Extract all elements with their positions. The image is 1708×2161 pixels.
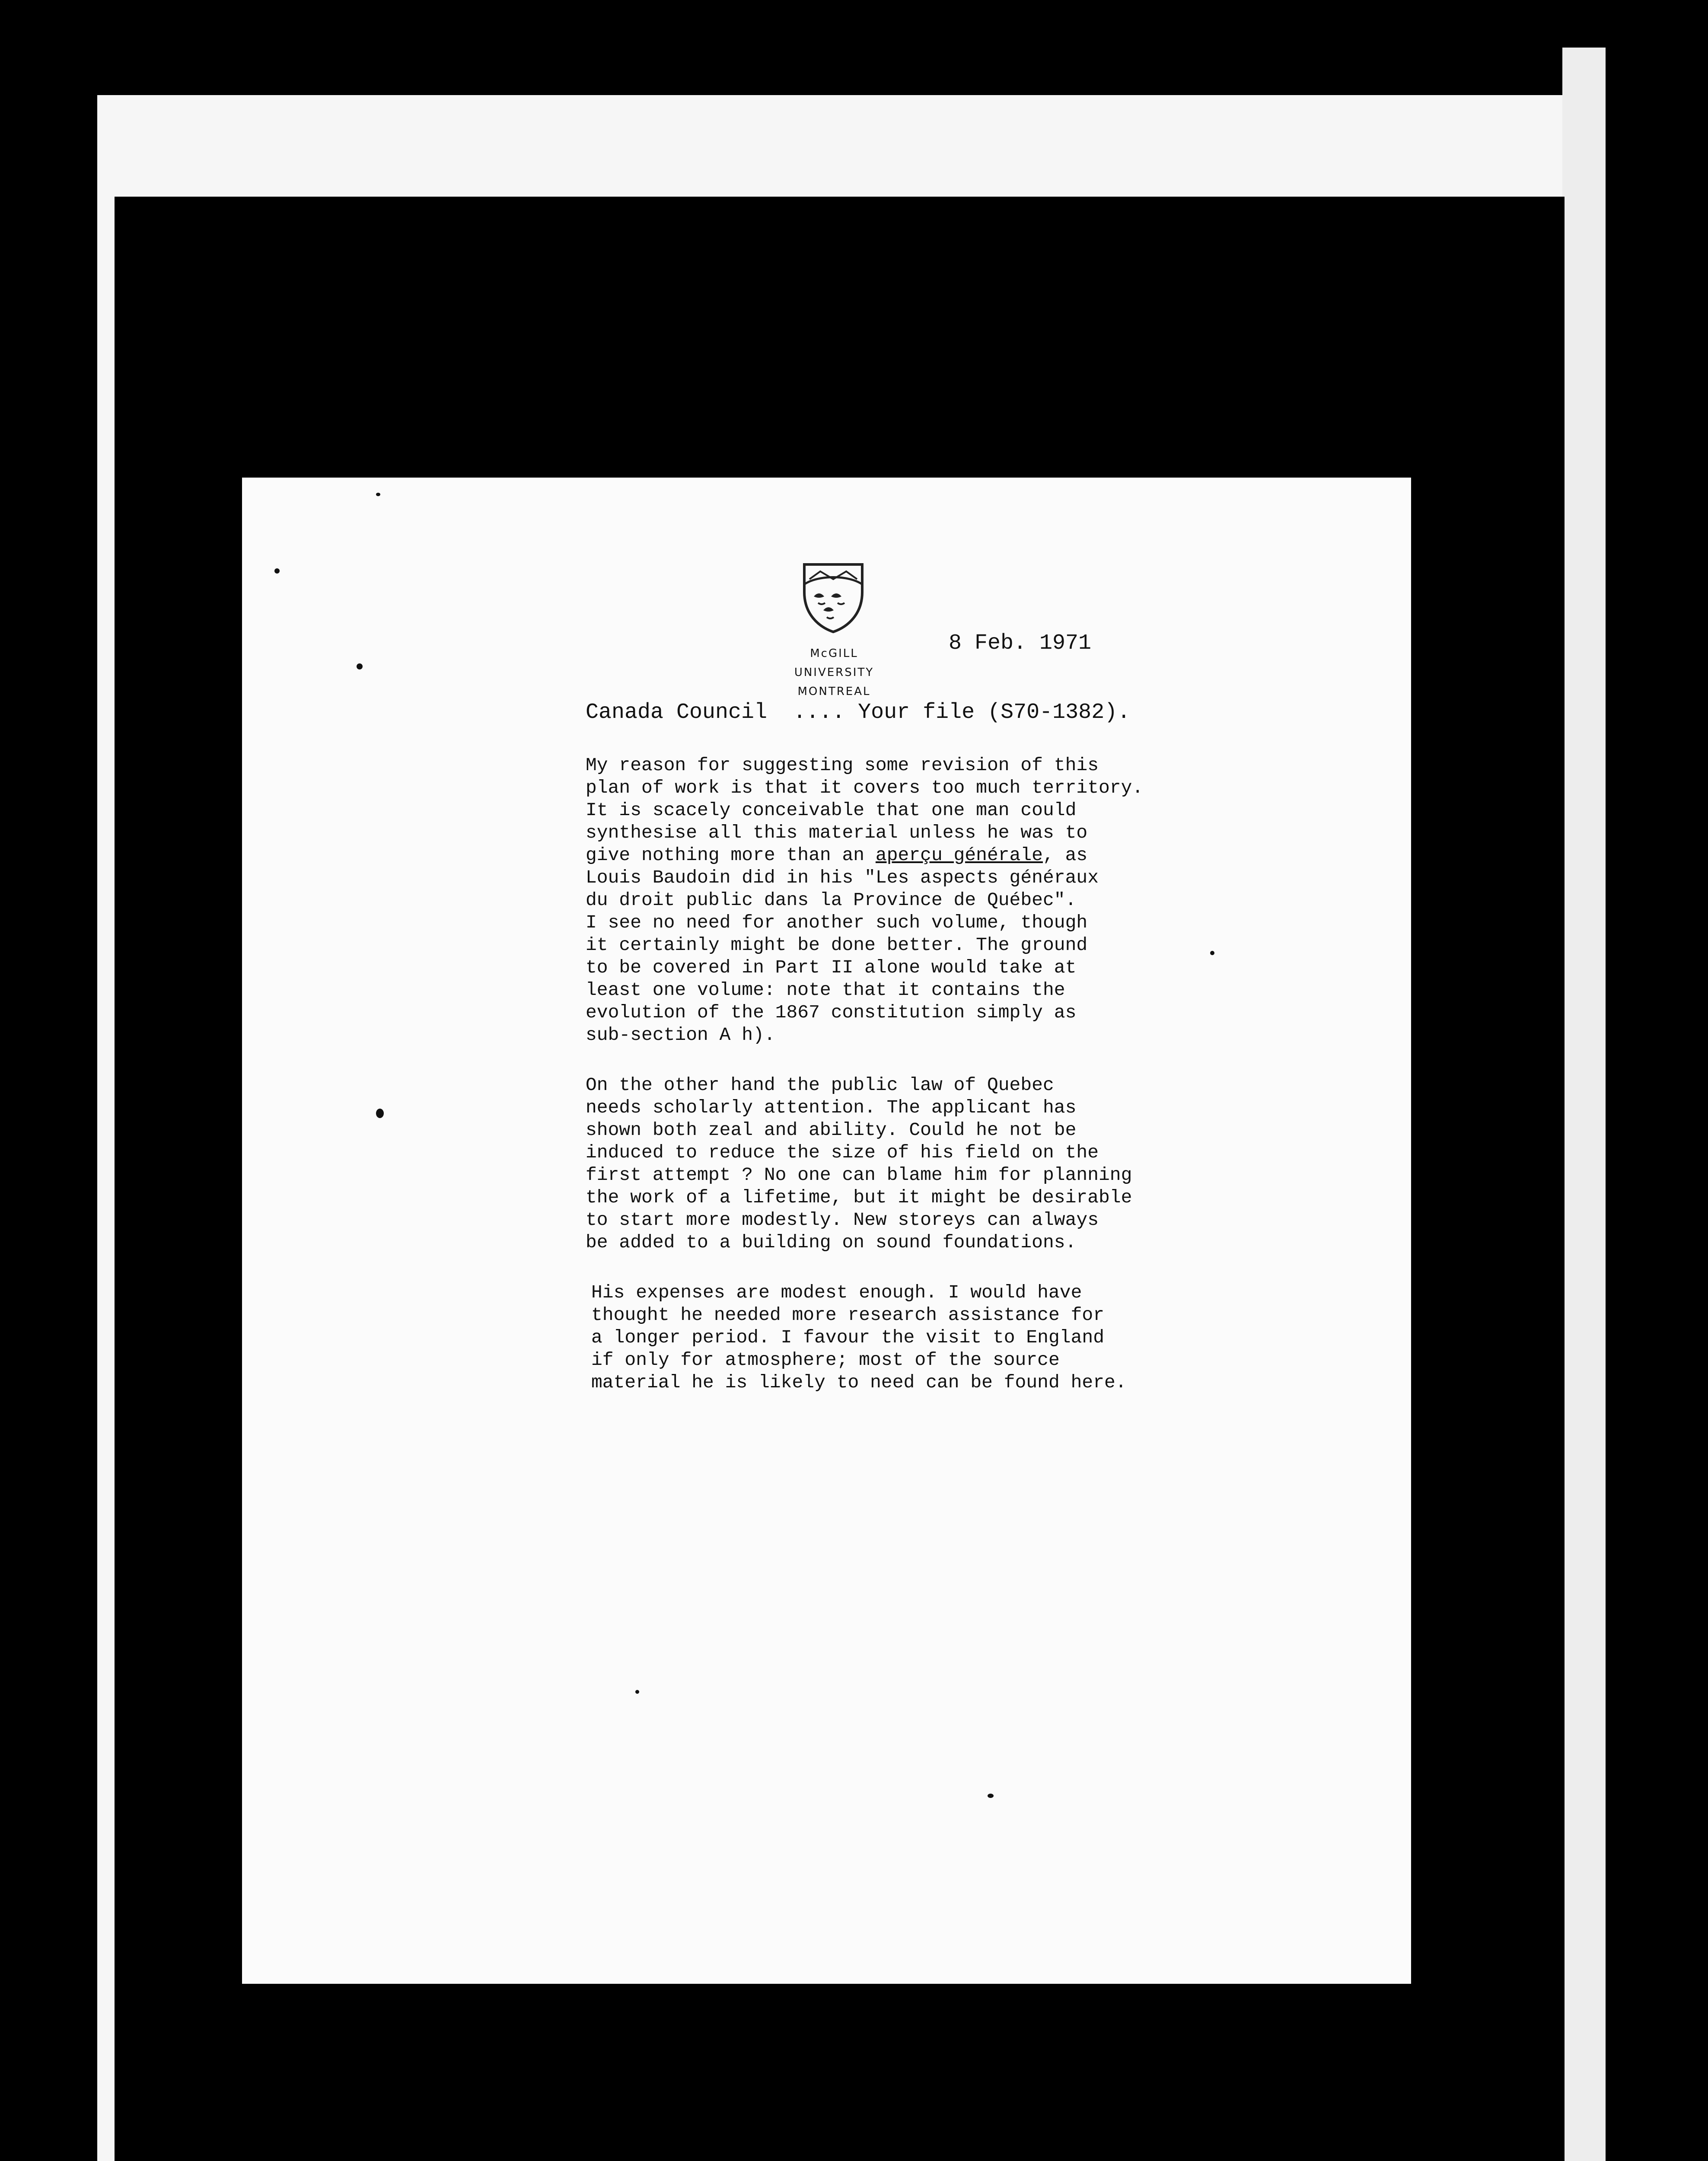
text-line: thought he needed more research assistance for bbox=[591, 1304, 1104, 1326]
text-line: the work of a lifetime, but it might be desirable bbox=[586, 1187, 1132, 1208]
text-line: plan of work is that it covers too much territory. bbox=[586, 777, 1144, 798]
text-line: I see no need for another such volume, though bbox=[586, 912, 1088, 933]
text-line: du droit public dans la Province de Québec". bbox=[586, 889, 1077, 911]
text-line: needs scholarly attention. The applicant has bbox=[586, 1097, 1077, 1118]
university-name-line1: McGILL UNIVERSITY bbox=[794, 647, 874, 679]
film-speck bbox=[376, 493, 380, 496]
mcgill-crest-icon bbox=[801, 562, 866, 633]
text-line: least one volume: note that it contains the bbox=[586, 979, 1065, 1001]
text-line: My reason for suggesting some revision of this bbox=[586, 755, 1099, 776]
text-line: shown both zeal and ability. Could he not be bbox=[586, 1119, 1077, 1141]
text-line: It is scacely conceivable that one man could bbox=[586, 800, 1077, 821]
text-line: to start more modestly. New storeys can always bbox=[586, 1209, 1099, 1230]
text-line: His expenses are modest enough. I would have bbox=[591, 1282, 1082, 1303]
mount-edge-strip bbox=[1562, 48, 1606, 2161]
text-line: evolution of the 1867 constitution simply as bbox=[586, 1002, 1077, 1023]
text-line: On the other hand the public law of Quebec bbox=[586, 1074, 1054, 1096]
letter-date: 8 Feb. 1971 bbox=[949, 631, 1092, 656]
text-line: Louis Baudoin did in his "Les aspects généraux bbox=[586, 867, 1099, 888]
film-speck bbox=[274, 568, 280, 574]
underlined-phrase: aperçu générale bbox=[875, 845, 1043, 866]
text-line: a longer period. I favour the visit to England bbox=[591, 1327, 1104, 1348]
text-line: be added to a building on sound foundations. bbox=[586, 1232, 1077, 1253]
text-line: to be covered in Part II alone would take at bbox=[586, 957, 1077, 978]
paragraph-2 bbox=[586, 1074, 1407, 1254]
text-line: synthesise all this material unless he was to bbox=[586, 822, 1088, 843]
film-speck bbox=[988, 1794, 994, 1798]
film-speck bbox=[1210, 951, 1214, 955]
text-line bbox=[586, 844, 1407, 867]
text-segment: give nothing more than an bbox=[586, 845, 876, 866]
film-speck bbox=[357, 663, 363, 669]
text-line: it certainly might be done better. The ground bbox=[586, 934, 1088, 956]
film-speck bbox=[376, 1109, 384, 1118]
text-line: if only for atmosphere; most of the source bbox=[591, 1349, 1060, 1371]
text-line: first attempt ? No one can blame him for planning bbox=[586, 1164, 1132, 1186]
film-speck bbox=[635, 1690, 639, 1694]
paragraph-3 bbox=[591, 1281, 1412, 1394]
text-line: material he is likely to need can be found here. bbox=[591, 1372, 1127, 1393]
university-name bbox=[769, 644, 899, 701]
text-line: induced to reduce the size of his field on the bbox=[586, 1142, 1099, 1163]
university-name-line2: MONTREAL bbox=[797, 685, 871, 698]
letter-subject: Canada Council .... Your file (S70-1382). bbox=[586, 700, 1131, 725]
text-segment: , as bbox=[1043, 845, 1088, 866]
text-line: sub-section A h). bbox=[586, 1024, 775, 1045]
letter-page bbox=[242, 478, 1411, 1984]
paragraph-1 bbox=[586, 754, 1407, 1046]
